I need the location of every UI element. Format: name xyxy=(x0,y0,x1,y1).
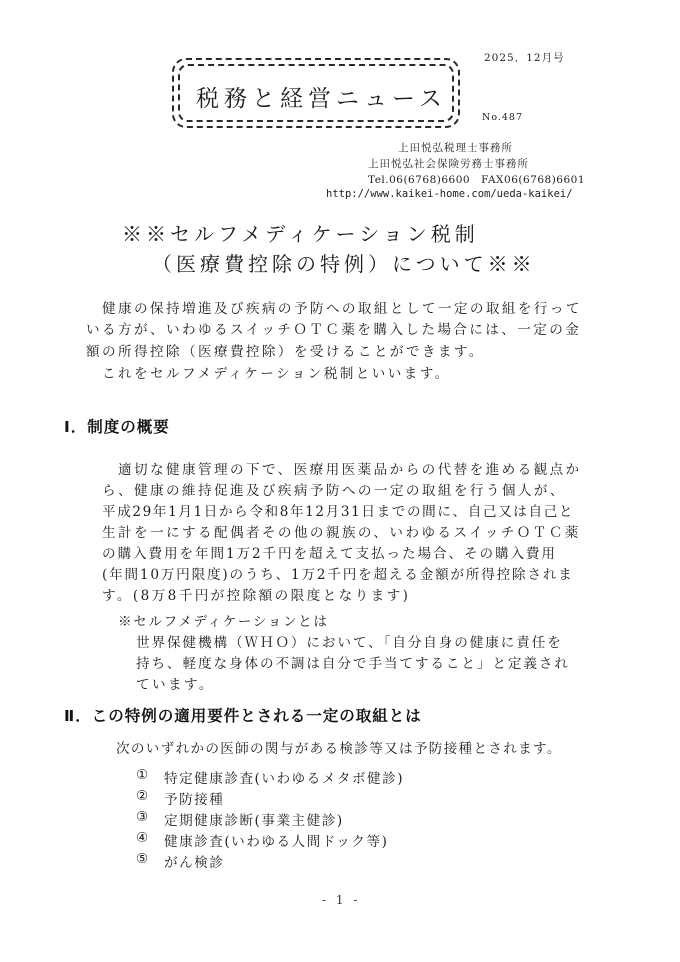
intro-line-2: いる方が、いわゆるスイッチＯＴＣ薬を購入した場合には、一定の金 xyxy=(86,322,582,338)
office-name-labor: 上田悦弘社会保険労務士事務所 xyxy=(368,158,529,170)
section-1-line-3: 平成29年1月1日から令和8年12月31日までの間に、自己又は自己と xyxy=(102,504,575,520)
list-item-1-text: 特定健康診査(いわゆるメタボ健診) xyxy=(164,771,405,787)
section-1-title: Ⅰ．制度の概要 xyxy=(64,418,170,436)
list-item-1-num: ① xyxy=(136,767,149,783)
section-1-line-5: の購入費用を年間1万2千円を超えて支払った場合、その購入費用 xyxy=(102,546,557,562)
section-1-line-4: 生計を一にする配偶者その他の親族の、いわゆるスイッチＯＴＣ薬 xyxy=(102,525,581,541)
office-tel-fax: Tel.06(6768)6600 FAX06(6768)6601 xyxy=(368,174,586,186)
intro-line-3: 額の所得控除（医療費控除）を受けることができます。 xyxy=(86,344,485,360)
list-item-5-text: がん検診 xyxy=(164,855,225,871)
list-item-4-num: ④ xyxy=(136,830,149,846)
self-medication-note-title: ※セルフメディケーションとは xyxy=(118,614,329,630)
section-2-intro: 次のいずれかの医師の関与がある検診等又は予防接種とされます。 xyxy=(116,741,562,757)
list-item-2-num: ② xyxy=(136,788,149,804)
intro-line-4: これをセルフメディケーション税制といいます。 xyxy=(102,366,451,382)
section-1-line-7: す。(8万8千円が控除額の限度となります) xyxy=(102,588,411,604)
issue-number: No.487 xyxy=(482,112,524,123)
self-medication-note-line-1: 世界保健機構（ＷＨＯ）において、「自分自身の健康に責任を xyxy=(136,635,563,651)
issue-date: 2025．12月号 xyxy=(484,52,565,64)
headline-line-2: （医療費控除の特例）について※※ xyxy=(152,252,536,276)
newsletter-title: 税務と経営ニュース xyxy=(196,86,447,112)
list-item-4-text: 健康診査(いわゆる人間ドック等) xyxy=(164,834,389,850)
section-1-line-6: (年間10万円限度)のうち、1万2千円を超える金額が所得控除されま xyxy=(102,567,574,583)
office-url: http://www.kaikei-home.com/ueda-kaikei/ xyxy=(326,188,573,200)
intro-line-1: 健康の保持増進及び疾病の予防への取組として一定の取組を行って xyxy=(102,301,582,317)
list-item-3-num: ③ xyxy=(136,809,149,825)
self-medication-note-line-2: 持ち、軽度な身体の不調は自分で手当てすること」と定義され xyxy=(136,656,570,672)
list-item-3-text: 定期健康診断(事業主健診) xyxy=(164,813,344,829)
list-item-2-text: 予防接種 xyxy=(164,792,225,808)
list-item-5-num: ⑤ xyxy=(136,851,149,867)
section-2-title: Ⅱ．この特例の適用要件とされる一定の取組とは xyxy=(64,707,422,725)
office-name-tax: 上田悦弘税理士事務所 xyxy=(398,142,513,154)
headline-line-1: ※※セルフメディケーション税制 xyxy=(122,222,479,246)
section-1-line-1: 適切な健康管理の下で、医療用医薬品からの代替を進める観点か xyxy=(118,462,582,478)
self-medication-note-line-3: ています。 xyxy=(136,677,215,693)
section-1-line-2: ら、健康の維持促進及び疾病予防への一定の取組を行う個人が、 xyxy=(102,483,566,499)
page-number: - 1 - xyxy=(322,893,361,907)
